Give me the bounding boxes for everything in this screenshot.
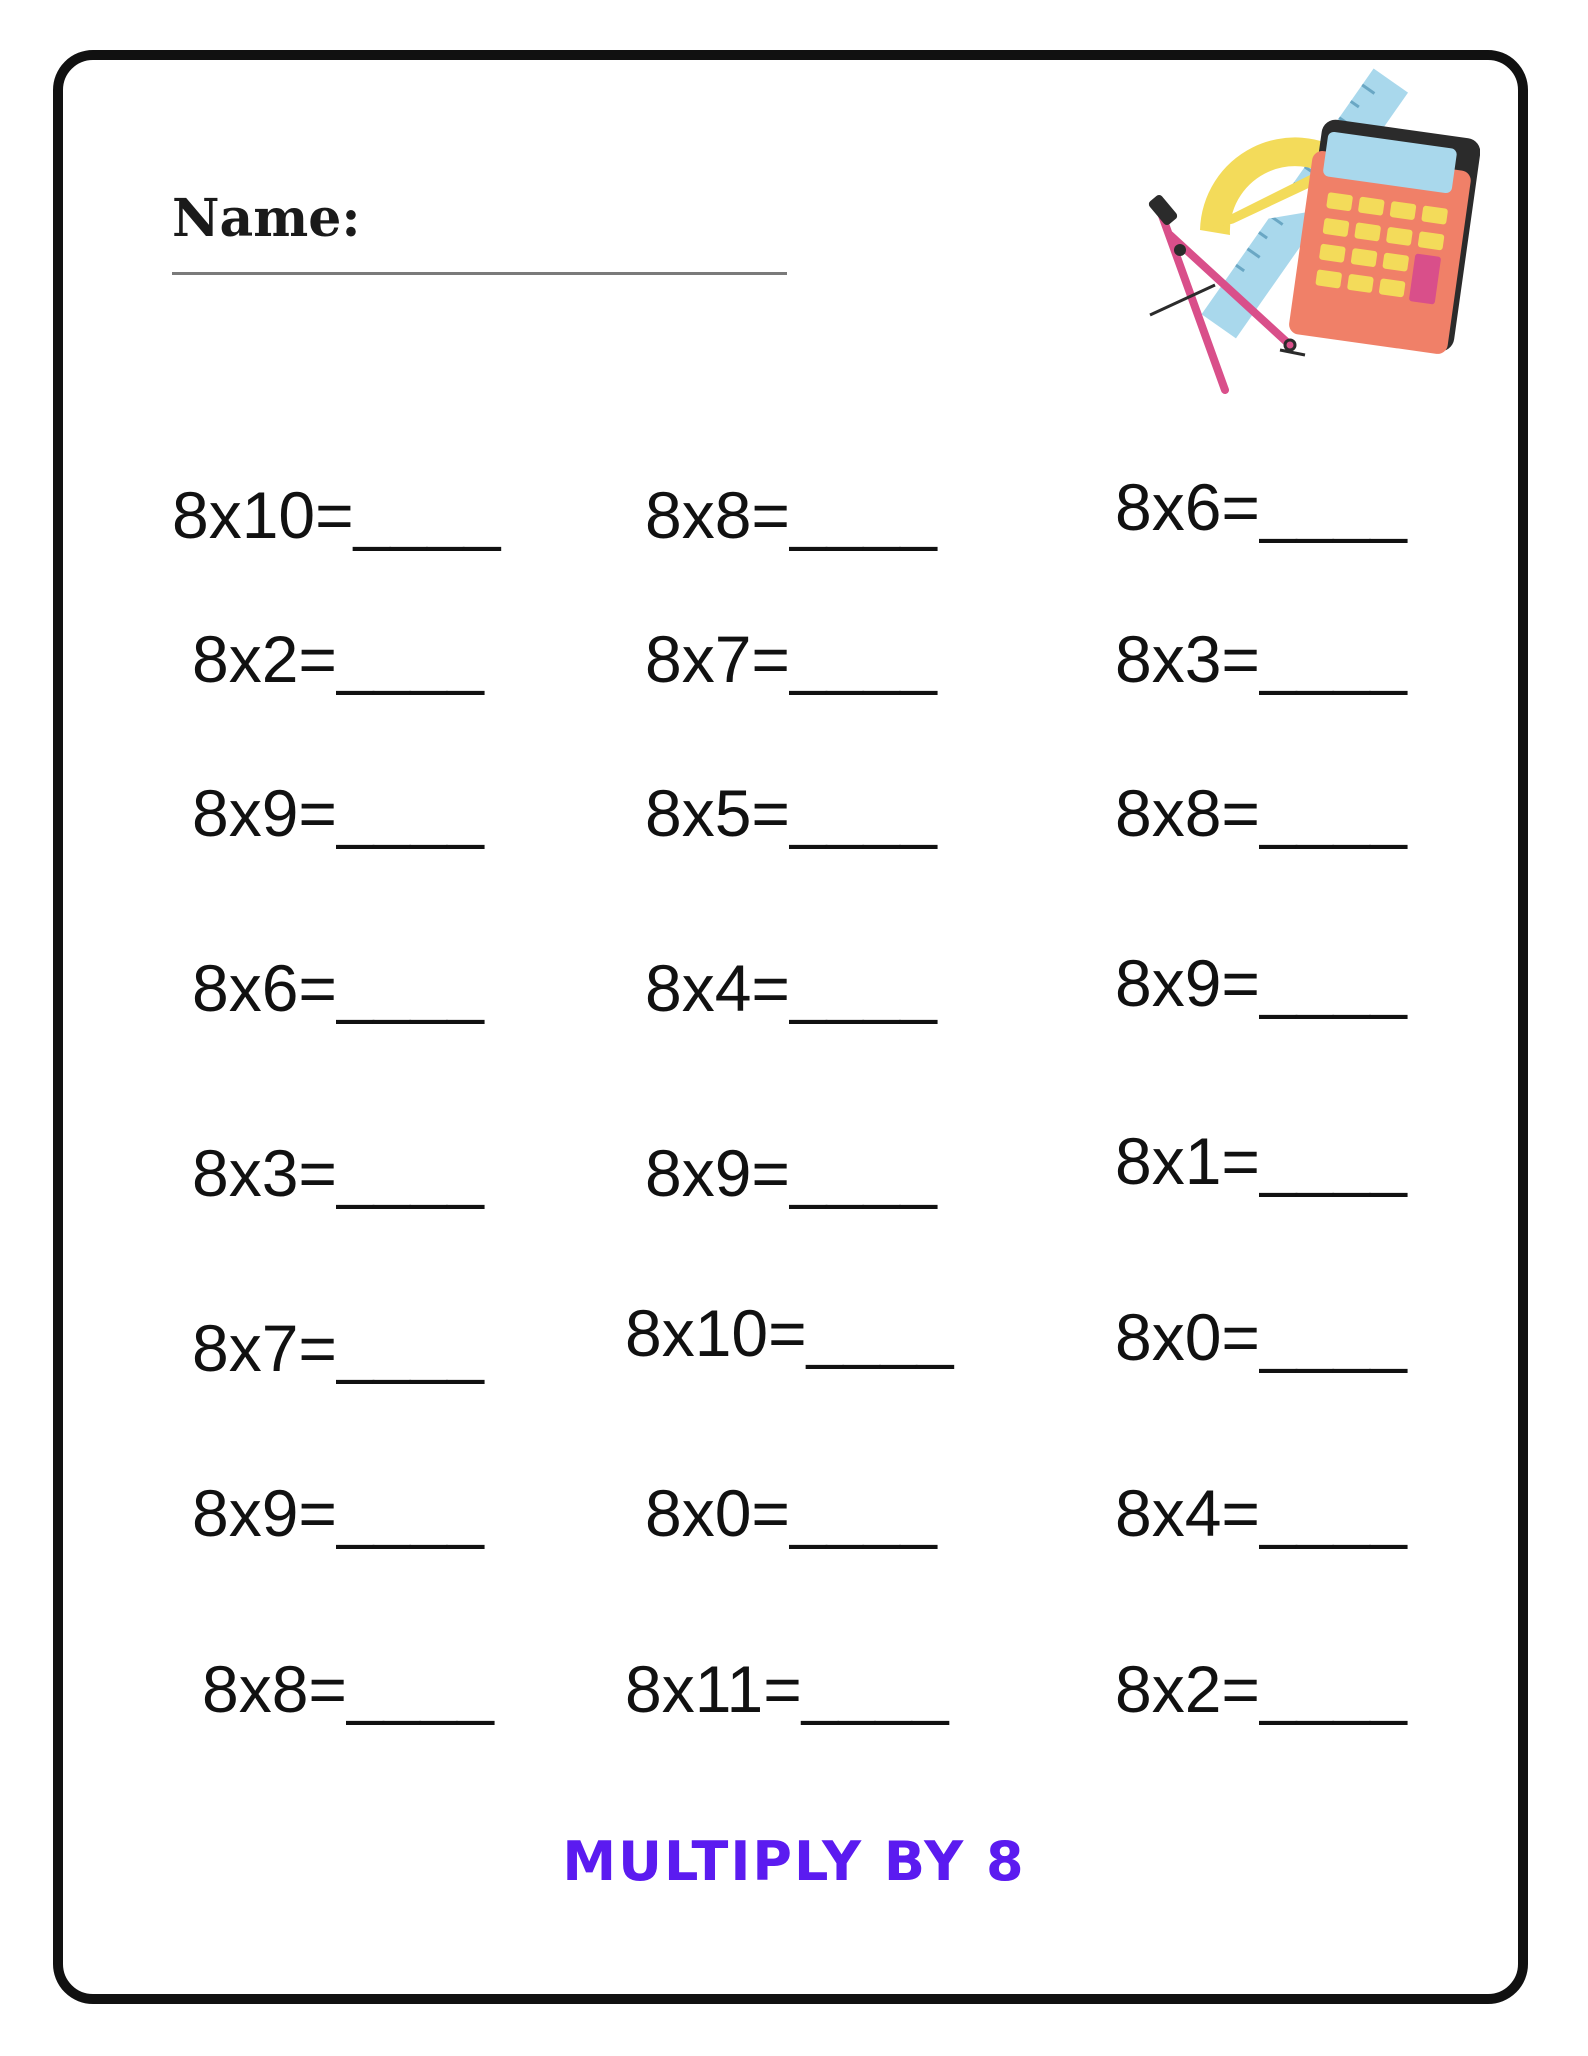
worksheet-title: MULTIPLY BY 8 (562, 1830, 1026, 1893)
problem-r7-c1[interactable]: 8x9=____ (192, 1476, 484, 1550)
problem-r8-c2[interactable]: 8x11=____ (625, 1652, 949, 1726)
problem-r4-c1[interactable]: 8x6=____ (192, 951, 484, 1025)
problem-r1-c1[interactable]: 8x10=____ (172, 478, 501, 552)
problem-r3-c3[interactable]: 8x8=____ (1115, 776, 1407, 850)
problem-r5-c1[interactable]: 8x3=____ (192, 1136, 484, 1210)
problem-r6-c2[interactable]: 8x10=____ (625, 1296, 954, 1370)
calculator-icon (1288, 118, 1480, 355)
problem-r5-c2[interactable]: 8x9=____ (645, 1136, 937, 1210)
problem-r1-c3[interactable]: 8x6=____ (1115, 470, 1407, 544)
problem-r2-c2[interactable]: 8x7=____ (645, 622, 937, 696)
problem-r3-c2[interactable]: 8x5=____ (645, 776, 937, 850)
problem-r6-c1[interactable]: 8x7=____ (192, 1311, 484, 1385)
problem-r5-c3[interactable]: 8x1=____ (1115, 1124, 1407, 1198)
problem-r4-c2[interactable]: 8x4=____ (645, 951, 937, 1025)
problem-r1-c2[interactable]: 8x8=____ (645, 478, 937, 552)
problem-r7-c3[interactable]: 8x4=____ (1115, 1476, 1407, 1550)
problem-r4-c3[interactable]: 8x9=____ (1115, 946, 1407, 1020)
problem-r2-c3[interactable]: 8x3=____ (1115, 622, 1407, 696)
name-label: Name: (172, 188, 361, 249)
problem-r6-c3[interactable]: 8x0=____ (1115, 1300, 1407, 1374)
math-tools-icon (1140, 60, 1480, 410)
problem-r2-c1[interactable]: 8x2=____ (192, 622, 484, 696)
problem-r7-c2[interactable]: 8x0=____ (645, 1476, 937, 1550)
name-input-line[interactable] (172, 272, 787, 275)
problem-r3-c1[interactable]: 8x9=____ (192, 776, 484, 850)
problem-r8-c1[interactable]: 8x8=____ (202, 1652, 494, 1726)
problem-r8-c3[interactable]: 8x2=____ (1115, 1652, 1407, 1726)
